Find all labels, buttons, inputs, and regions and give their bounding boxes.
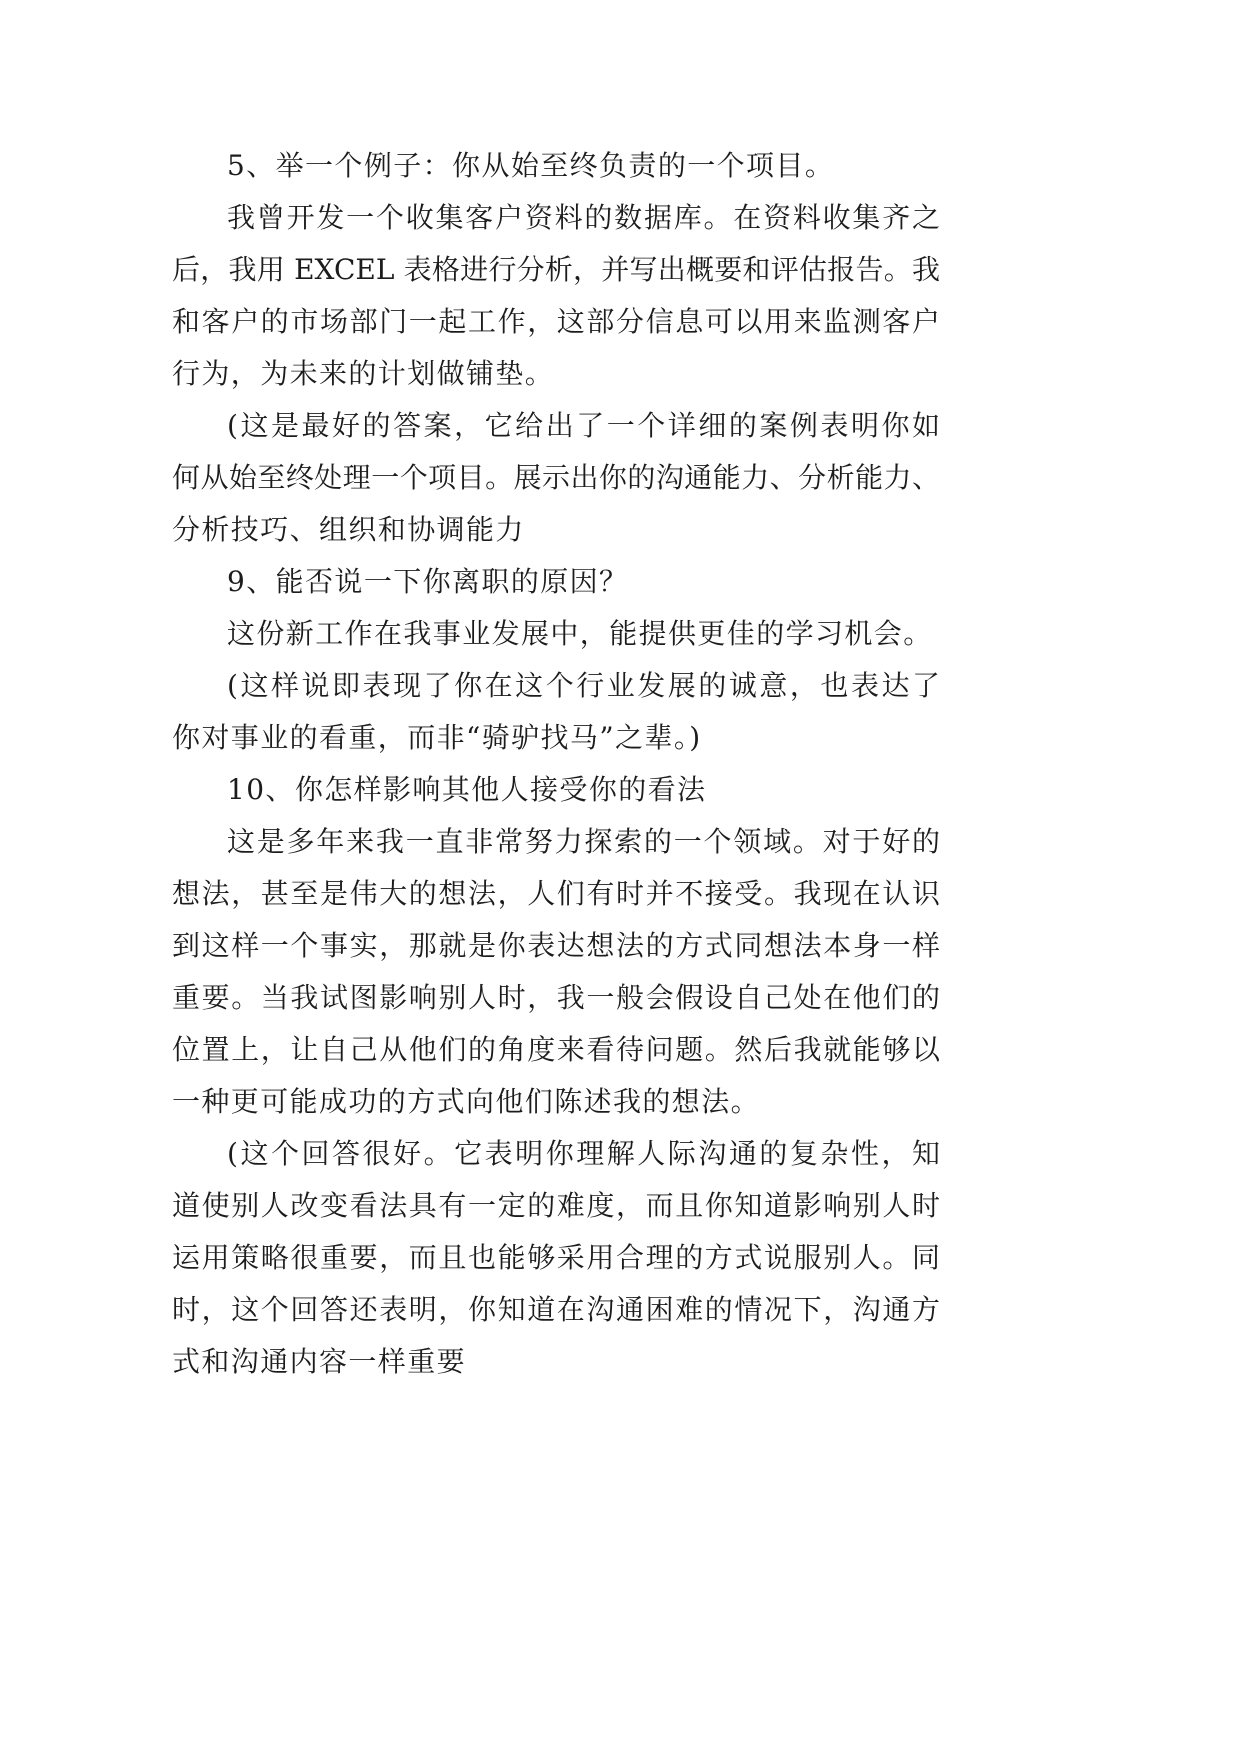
- text-line: 道使别人改变看法具有一定的难度，而且你知道影响别人时: [172, 1189, 940, 1222]
- text-line: 运用策略很重要，而且也能够采用合理的方式说服别人。同: [172, 1241, 940, 1274]
- text-line: 重要。当我试图影响别人时，我一般会假设自己处在他们的: [172, 981, 940, 1014]
- paragraph-answer-10: [172, 816, 940, 1128]
- text-line: 这份新工作在我事业发展中，能提供更佳的学习机会。: [227, 617, 933, 650]
- paragraph-question-10: [172, 764, 940, 816]
- paragraph-answer-5: [172, 192, 940, 400]
- text-line: 9、能否说一下你离职的原因？: [227, 565, 629, 598]
- paragraph-comment-10: [172, 1128, 940, 1388]
- text-line: 一种更可能成功的方式向他们陈述我的想法。: [172, 1085, 761, 1118]
- text-line: 5、举一个例子：你从始至终负责的一个项目。: [227, 149, 835, 182]
- text-line: 你对事业的看重，而非“骑驴找马”之辈。): [172, 721, 702, 754]
- text-line: 后，我用 EXCEL 表格进行分析，并写出概要和评估报告。我: [172, 253, 940, 286]
- paragraph-question-5: [172, 140, 940, 192]
- text-line: 我曾开发一个收集客户资料的数据库。在资料收集齐之: [227, 201, 940, 234]
- text-line: 行为，为未来的计划做铺垫。: [172, 357, 555, 390]
- paragraph-comment-9: [172, 660, 940, 764]
- text-line: (这是最好的答案，它给出了一个详细的案例表明你如: [227, 409, 940, 442]
- text-line: 想法，甚至是伟大的想法，人们有时并不接受。我现在认识: [172, 877, 940, 910]
- text-line: (这个回答很好。它表明你理解人际沟通的复杂性，知: [227, 1137, 940, 1170]
- text-line: 到这样一个事实，那就是你表达想法的方式同想法本身一样: [172, 929, 940, 962]
- text-line: 这是多年来我一直非常努力探索的一个领域。对于好的: [227, 825, 940, 858]
- text-line: 和客户的市场部门一起工作，这部分信息可以用来监测客户: [172, 305, 940, 338]
- text-line: 10、你怎样影响其他人接受你的看法: [227, 773, 707, 806]
- paragraph-question-9: [172, 556, 940, 608]
- text-line: 分析技巧、组织和协调能力: [172, 513, 525, 546]
- document-body: [172, 140, 940, 1388]
- text-line: 何从始至终处理一个项目。展示出你的沟通能力、分析能力、: [172, 461, 940, 494]
- text-line: 时，这个回答还表明，你知道在沟通困难的情况下，沟通方: [172, 1293, 940, 1326]
- text-line: (这样说即表现了你在这个行业发展的诚意，也表达了: [227, 669, 940, 702]
- text-line: 位置上，让自己从他们的角度来看待问题。然后我就能够以: [172, 1033, 940, 1066]
- text-line: 式和沟通内容一样重要: [172, 1345, 467, 1378]
- paragraph-answer-9: [172, 608, 940, 660]
- paragraph-comment-5: [172, 400, 940, 556]
